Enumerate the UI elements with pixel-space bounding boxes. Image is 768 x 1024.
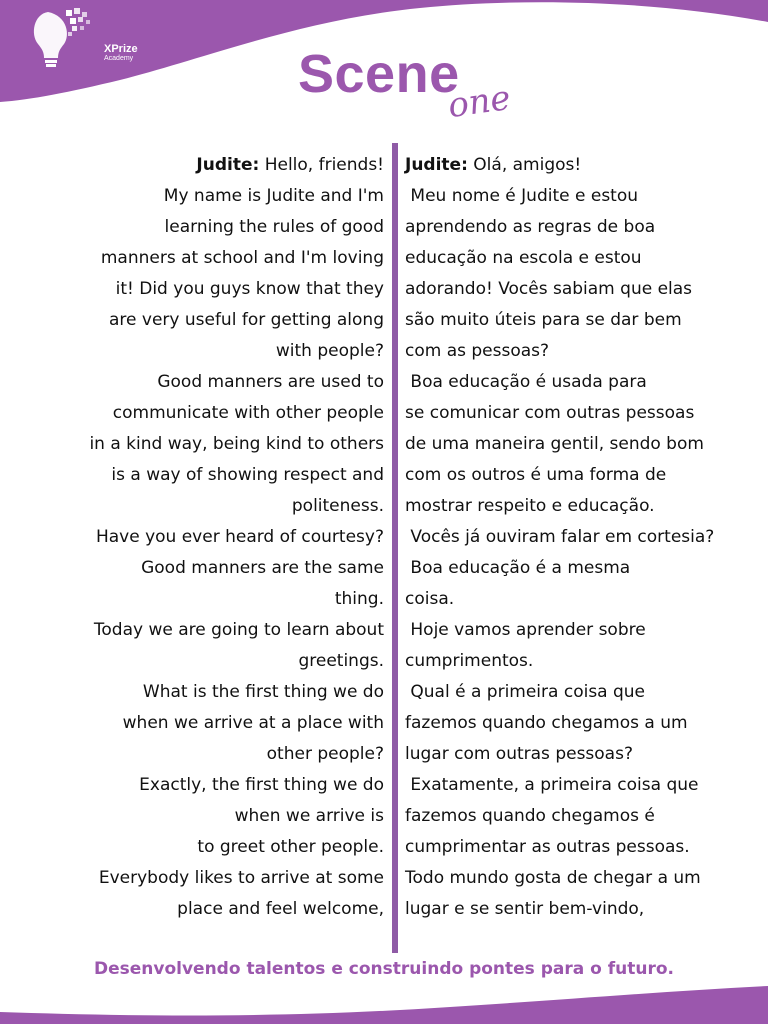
- lightbulb-logo-icon: [28, 4, 98, 74]
- english-line: [40, 181, 384, 212]
- portuguese-dialogue-column: [405, 150, 755, 925]
- english-line-text: in a kind way, being kind to others: [89, 434, 384, 454]
- portuguese-line: [405, 212, 755, 243]
- english-line: [40, 832, 384, 863]
- portuguese-line-text: Olá, amigos!: [467, 155, 582, 175]
- portuguese-line-text: lugar e se sentir bem-vindo,: [405, 899, 645, 919]
- portuguese-line: [405, 770, 755, 801]
- portuguese-line: [405, 553, 755, 584]
- english-line: [40, 491, 384, 522]
- portuguese-line-text: cumprimentos.: [405, 651, 534, 671]
- portuguese-line: [405, 336, 755, 367]
- english-line: [40, 646, 384, 677]
- portuguese-line-text: Todo mundo gosta de chegar a um: [405, 868, 701, 888]
- portuguese-line: [405, 181, 755, 212]
- english-line: [40, 584, 384, 615]
- portuguese-line: [405, 832, 755, 863]
- portuguese-line-text: aprendendo as regras de boa: [405, 217, 656, 237]
- portuguese-line-text: adorando! Vocês sabiam que elas: [405, 279, 693, 299]
- logo-text: [104, 44, 138, 64]
- portuguese-line-text: são muito úteis para se dar bem: [405, 310, 682, 330]
- portuguese-line-text: se comunicar com outras pessoas: [405, 403, 695, 423]
- portuguese-line-text: Qual é a primeira coisa que: [405, 682, 646, 702]
- portuguese-line: [405, 243, 755, 274]
- portuguese-line: [405, 150, 755, 181]
- portuguese-line-text: Hoje vamos aprender sobre: [405, 620, 646, 640]
- portuguese-line: [405, 615, 755, 646]
- portuguese-line-text: lugar com outras pessoas?: [405, 744, 633, 764]
- portuguese-line: [405, 491, 755, 522]
- english-line-text: manners at school and I'm loving: [100, 248, 384, 268]
- english-line: [40, 708, 384, 739]
- english-line-text: Hello, friends!: [259, 155, 384, 175]
- footer-tagline: Desenvolvendo talentos e construindo pontes para o futuro.: [93, 959, 674, 979]
- english-line-text: thing.: [334, 589, 384, 609]
- english-line: [40, 367, 384, 398]
- portuguese-line-text: coisa.: [405, 589, 455, 609]
- portuguese-line: [405, 460, 755, 491]
- english-line-text: learning the rules of good: [164, 217, 384, 237]
- english-line-text: Good manners are used to: [157, 372, 384, 392]
- portuguese-line-text: fazemos quando chegamos é: [405, 806, 655, 826]
- portuguese-line-text: mostrar respeito e educação.: [405, 496, 655, 516]
- english-line: [40, 336, 384, 367]
- portuguese-line: [405, 801, 755, 832]
- english-line-text: communicate with other people: [112, 403, 384, 423]
- english-line: [40, 522, 384, 553]
- english-line-text: Good manners are the same: [141, 558, 384, 578]
- english-dialogue-column: [40, 150, 384, 925]
- portuguese-line: [405, 708, 755, 739]
- logo-subtitle: Academy: [104, 55, 134, 62]
- english-line-text: place and feel welcome,: [177, 899, 384, 919]
- english-line-text: when we arrive at a place with: [122, 713, 384, 733]
- portuguese-line-text: com os outros é uma forma de: [405, 465, 667, 485]
- portuguese-line: [405, 305, 755, 336]
- english-line-text: Everybody likes to arrive at some: [98, 868, 384, 888]
- portuguese-line: [405, 522, 755, 553]
- speaker-name: Judite:: [196, 155, 260, 175]
- english-line: [40, 863, 384, 894]
- english-line-text: greetings.: [298, 651, 384, 671]
- english-line: [40, 212, 384, 243]
- english-line: [40, 553, 384, 584]
- portuguese-line: [405, 646, 755, 677]
- portuguese-line-text: fazemos quando chegamos a um: [405, 713, 688, 733]
- english-line: [40, 739, 384, 770]
- portuguese-line: [405, 398, 755, 429]
- english-line-text: are very useful for getting along: [108, 310, 384, 330]
- portuguese-line: [405, 584, 755, 615]
- english-line: [40, 801, 384, 832]
- page-subtitle: one: [445, 77, 513, 127]
- portuguese-line-text: Boa educação é usada para: [405, 372, 647, 392]
- english-line: [40, 770, 384, 801]
- english-line: [40, 243, 384, 274]
- english-line: [40, 615, 384, 646]
- portuguese-line: [405, 894, 755, 925]
- english-line: [40, 429, 384, 460]
- english-line-text: to greet other people.: [197, 837, 384, 857]
- portuguese-line-text: cumprimentar as outras pessoas.: [405, 837, 690, 857]
- logo-name: XPrize: [104, 43, 138, 55]
- portuguese-line-text: Vocês já ouviram falar em cortesia?: [405, 527, 715, 547]
- english-line: [40, 460, 384, 491]
- portuguese-line: [405, 429, 755, 460]
- portuguese-line: [405, 739, 755, 770]
- portuguese-line-text: de uma maneira gentil, sendo bom: [405, 434, 704, 454]
- english-line-text: Exactly, the first thing we do: [139, 775, 384, 795]
- english-line-text: it! Did you guys know that they: [115, 279, 384, 299]
- english-line: [40, 274, 384, 305]
- english-line: [40, 150, 384, 181]
- english-line-text: is a way of showing respect and: [111, 465, 384, 485]
- portuguese-line-text: Meu nome é Judite e estou: [405, 186, 639, 206]
- portuguese-line: [405, 677, 755, 708]
- english-line: [40, 894, 384, 925]
- english-line-text: when we arrive is: [234, 806, 384, 826]
- english-line-text: Have you ever heard of courtesy?: [95, 527, 384, 547]
- portuguese-line-text: Boa educação é a mesma: [405, 558, 631, 578]
- english-line-text: other people?: [266, 744, 384, 764]
- portuguese-line: [405, 367, 755, 398]
- page-title: Scene: [298, 44, 460, 104]
- speaker-name: Judite:: [405, 155, 468, 175]
- footer-wave-decoration: [0, 964, 768, 1024]
- portuguese-line-text: com as pessoas?: [405, 341, 550, 361]
- english-line-text: with people?: [275, 341, 384, 361]
- english-line: [40, 398, 384, 429]
- english-line: [40, 305, 384, 336]
- english-line-text: Today we are going to learn about: [93, 620, 384, 640]
- english-line: [40, 677, 384, 708]
- portuguese-line-text: Exatamente, a primeira coisa que: [405, 775, 699, 795]
- english-line-text: My name is Judite and I'm: [163, 186, 384, 206]
- english-line-text: What is the first thing we do: [142, 682, 384, 702]
- portuguese-line: [405, 274, 755, 305]
- portuguese-line: [405, 863, 755, 894]
- portuguese-line-text: educação na escola e estou: [405, 248, 642, 268]
- english-line-text: politeness.: [291, 496, 384, 516]
- xprize-academy-logo: [28, 4, 138, 74]
- column-divider: [392, 143, 398, 953]
